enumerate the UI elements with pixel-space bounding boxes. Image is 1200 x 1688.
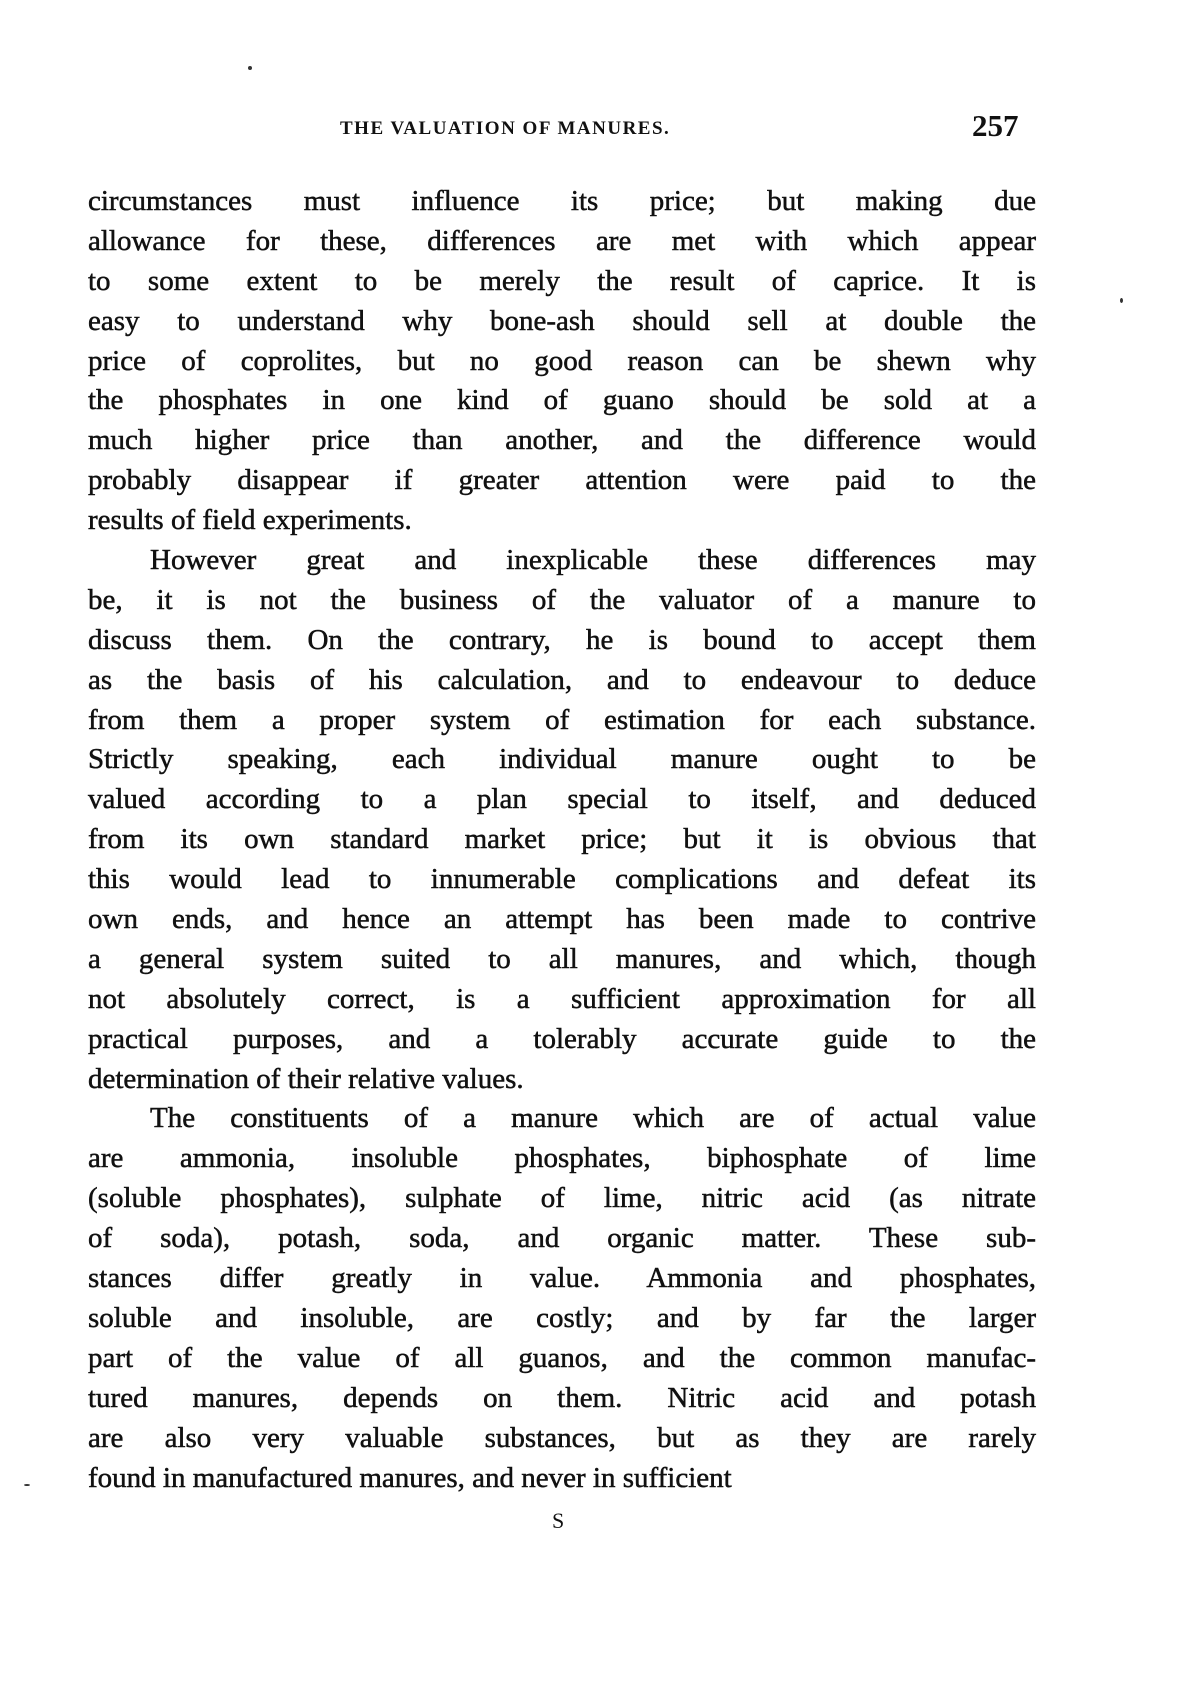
page-body [88, 182, 1036, 1498]
text-line: soluble and insoluble, are costly; and by far the larger [88, 1301, 1036, 1334]
text-line: not absolutely correct, is a sufficient approximation for all [88, 982, 1036, 1015]
text-line: from its own standard market price; but it is obvious that [88, 823, 1036, 856]
text-line: own ends, and hence an attempt has been made to contrive [88, 903, 1036, 936]
text-line: (soluble phosphates), sulphate of lime, nitric acid (as nitrate [88, 1182, 1036, 1215]
text-line: price of coprolites, but no good reason can be shewn why [88, 344, 1036, 377]
text-line: determination of their relative values. [88, 1062, 524, 1095]
text-line: are ammonia, insoluble phosphates, biphosphate of lime [88, 1142, 1036, 1175]
text-line: tured manures, depends on them. Nitric acid and potash [88, 1381, 1036, 1414]
text-line: practical purposes, and a tolerably accurate guide to the [88, 1022, 1036, 1055]
signature-mark: S [552, 1508, 565, 1533]
text-line: results of field experiments. [88, 504, 412, 537]
text-line: part of the value of all guanos, and the common manufac- [88, 1341, 1036, 1374]
text-line: are also very valuable substances, but as they are rarely [88, 1421, 1036, 1454]
scan-speck [24, 1484, 30, 1486]
text-line: discuss them. On the contrary, he is bound to accept them [88, 623, 1036, 656]
text-line: stances differ greatly in value. Ammonia and phosphates, [88, 1262, 1036, 1295]
text-line: valued according to a plan special to itself, and deduced [88, 783, 1036, 816]
text-line: Strictly speaking, each individual manure ought to be [88, 743, 1036, 776]
text-line: be, it is not the business of the valuator of a manure to [88, 583, 1036, 616]
text-line: this would lead to innumerable complications and defeat its [88, 863, 1036, 896]
text-line: However great and inexplicable these differences may [150, 544, 1036, 577]
text-line: probably disappear if greater attention were paid to the [88, 464, 1036, 497]
text-line: a general system suited to all manures, and which, though [88, 942, 1036, 975]
text-line: to some extent to be merely the result of caprice. It is [88, 264, 1036, 297]
text-line: from them a proper system of estimation for each substance. [88, 703, 1036, 736]
text-line: much higher price than another, and the difference would [88, 424, 1036, 457]
text-line: circumstances must influence its price; but making due [88, 185, 1036, 217]
scan-speck [1120, 298, 1123, 303]
text-line: The constituents of a manure which are of actual value [150, 1102, 1036, 1135]
text-line: as the basis of his calculation, and to endeavour to deduce [88, 663, 1036, 696]
text-line: allowance for these, differences are met with which appear [88, 224, 1036, 257]
text-line: of soda), potash, soda, and organic matter. These sub- [88, 1222, 1036, 1255]
running-title: THE VALUATION OF MANURES. [340, 118, 671, 139]
text-line: easy to understand why bone-ash should sell at double the [88, 304, 1036, 337]
text-line: found in manufactured manures, and never in sufficient [88, 1461, 732, 1494]
page-number: 257 [972, 108, 1019, 143]
text-line: the phosphates in one kind of guano should be sold at a [88, 384, 1036, 417]
scan-speck [248, 66, 252, 70]
